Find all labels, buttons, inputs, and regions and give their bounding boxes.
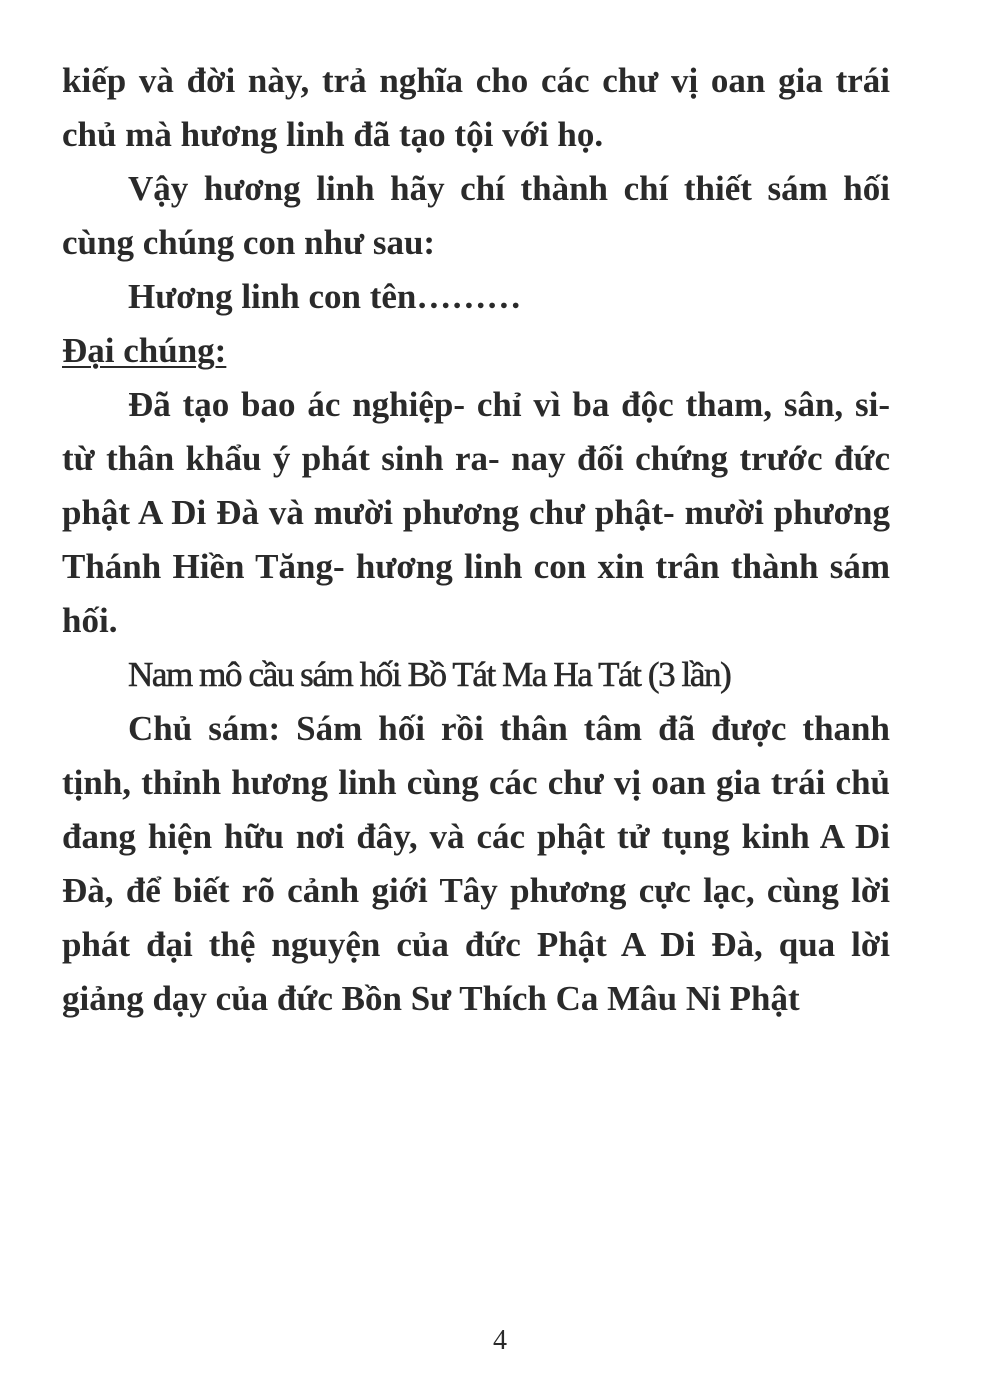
paragraph-chu-sam: Chủ sám: Sám hối rồi thân tâm đã được thanh tịnh, thỉnh hương linh cùng các chư vị oan gia trái chủ đang hiện hữu nơi đây, và các phật tử tụng kinh A Di Đà, để biết rõ cảnh giới Tây phương cực lạc, cùng lời phát đại thệ nguyện của đức Phật A Di Đà, qua lời giảng dạy của đức Bồn Sư Thích Ca Mâu Ni Phật — [62, 709, 890, 1018]
document-body — [62, 54, 890, 1026]
paragraph-repentance-intro: Vậy hương linh hãy chí thành chí thiết sám hối cùng chúng con như sau: — [62, 169, 890, 262]
paragraph-continuation: kiếp và đời này, trả nghĩa cho các chư vị oan gia trái chủ mà hương linh đã tạo tội với họ. — [62, 61, 890, 154]
paragraph-invocation: Nam mô cầu sám hối Bồ Tát Ma Ha Tát (3 lần) — [128, 655, 731, 694]
page-number: 4 — [493, 1325, 507, 1356]
paragraph-repentance-verse: Đã tạo bao ác nghiệp- chỉ vì ba độc tham, sân, si- từ thân khẩu ý phát sinh ra- nay đối chứng trước đức phật A Di Đà và mười phương chư phật- mười phương Thánh Hiền Tăng- hương linh con xin trân thành sám hối. — [62, 385, 890, 640]
heading-text: Đại chúng: — [62, 331, 227, 370]
paragraph-deceased-name: Hương linh con tên……… — [128, 277, 522, 316]
section-heading-dai-chung — [62, 324, 890, 378]
